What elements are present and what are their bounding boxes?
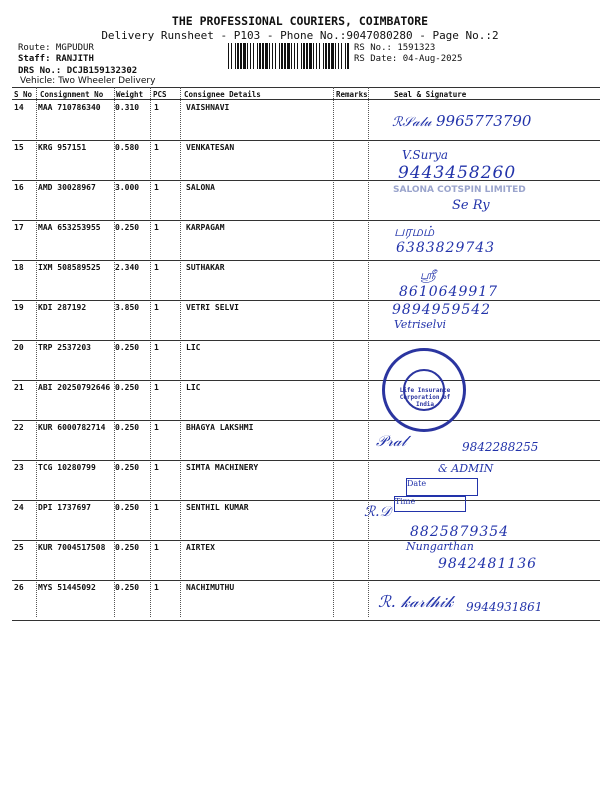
row-rule — [12, 260, 600, 261]
barcode-bar — [303, 43, 305, 69]
barcode-bar — [338, 43, 339, 69]
cell-sno: 23 — [14, 463, 24, 472]
cell-pcs: 1 — [154, 343, 159, 352]
rs-date: RS Date: 04-Aug-2025 — [354, 54, 463, 64]
cell-consignee: SENTHIL KUMAR — [186, 503, 249, 512]
cell-sno: 20 — [14, 343, 24, 352]
barcode-bar — [240, 43, 242, 69]
cell-pcs: 1 — [154, 183, 159, 192]
time-stamp-label: Time — [395, 497, 416, 506]
barcode-bar — [228, 43, 229, 69]
barcode-bar — [247, 43, 248, 69]
cell-consignee: SIMTA MACHINERY — [186, 463, 259, 472]
cell-consignment: TCG 10280799 — [38, 463, 96, 472]
barcode-bar — [297, 43, 298, 69]
staff-label: Staff: RANJITH — [18, 54, 94, 64]
barcode-bar — [265, 43, 268, 69]
phone-14: 9965773790 — [436, 112, 532, 130]
cell-pcs: 1 — [154, 103, 159, 112]
barcode-icon — [228, 43, 350, 69]
signature-18: ஸ்ரீ — [420, 268, 436, 282]
col-header-weight: Weight — [116, 90, 144, 99]
cell-sno: 19 — [14, 303, 24, 312]
cell-sno: 15 — [14, 143, 24, 152]
runsheet-subtitle: Delivery Runsheet - P103 - Phone No.:9047080280 - Page No.:2 — [101, 29, 499, 42]
barcode-bar — [269, 43, 270, 69]
cell-consignee: VETRI SELVI — [186, 303, 239, 312]
cell-consignment: MYS 51445092 — [38, 583, 96, 592]
barcode-bar — [287, 43, 290, 69]
barcode-bar — [279, 43, 280, 69]
cell-weight: 3.000 — [115, 183, 140, 192]
barcode-bar — [253, 43, 254, 69]
barcode-bar — [257, 43, 258, 69]
cell-weight: 0.250 — [115, 543, 140, 552]
barcode-bar — [301, 43, 302, 69]
col-header-consignment: Consignment No — [40, 90, 104, 99]
row-rule — [12, 340, 600, 341]
cell-sno: 22 — [14, 423, 24, 432]
cell-weight: 2.340 — [115, 263, 140, 272]
cell-consignee: NACHIMUTHU — [186, 583, 235, 592]
signature-16: Se Ry — [452, 198, 490, 213]
barcode-bar — [291, 43, 292, 69]
date-stamp-label: Date — [407, 479, 427, 488]
cell-pcs: 1 — [154, 463, 159, 472]
cell-consignment: DPI 1737697 — [38, 503, 91, 512]
barcode-bar — [259, 43, 261, 69]
signature-19: Vetriselvi — [394, 318, 447, 331]
cell-sno: 25 — [14, 543, 24, 552]
phone-19b: 9894959542 — [392, 302, 492, 318]
cell-consignment: IXM 508589525 — [38, 263, 101, 272]
col-divider — [180, 87, 181, 617]
cell-consignee: SUTHAKAR — [186, 263, 225, 272]
cell-weight: 0.310 — [115, 103, 140, 112]
row-rule — [12, 500, 600, 501]
phone-22: 9842288255 — [462, 440, 539, 454]
cell-weight: 0.250 — [115, 463, 140, 472]
rs-number: RS No.: 1591323 — [354, 43, 436, 53]
barcode-bar — [237, 43, 239, 69]
cell-pcs: 1 — [154, 143, 159, 152]
cell-consignment: KDI 287192 — [38, 303, 87, 312]
route-label: Route: MGPUDUR — [18, 43, 94, 53]
barcode-bar — [309, 43, 312, 69]
cell-consignment: KUR 6000782714 — [38, 423, 106, 432]
cell-consignee: KARPAGAM — [186, 223, 225, 232]
cell-pcs: 1 — [154, 583, 159, 592]
col-header-remarks: Remarks — [336, 90, 368, 99]
lic-stamp — [382, 348, 466, 432]
cell-consignee: AIRTEX — [186, 543, 215, 552]
barcode-bar — [316, 43, 317, 69]
time-stamp — [394, 496, 466, 512]
barcode-bar — [328, 43, 330, 69]
cell-consignment: KUR 7004517508 — [38, 543, 106, 552]
cell-consignee: VAISHNAVI — [186, 103, 230, 112]
cell-weight: 0.250 — [115, 343, 140, 352]
signature-26: ℛ. 𝓀𝒶𝓇𝓉𝒽𝒾𝓀 — [378, 592, 454, 611]
col-divider — [368, 87, 369, 617]
cell-sno: 24 — [14, 503, 24, 512]
row-rule — [12, 140, 600, 141]
barcode-bar — [341, 43, 342, 69]
cell-consignment: ABI 20250792646 — [38, 383, 111, 392]
cell-consignee: VENKATESAN — [186, 143, 235, 152]
cell-pcs: 1 — [154, 303, 159, 312]
barcode-bar — [284, 43, 286, 69]
barcode-bar — [347, 43, 349, 69]
cell-pcs: 1 — [154, 263, 159, 272]
barcode-bar — [262, 43, 264, 69]
cell-consignment: TRP 2537203 — [38, 343, 91, 352]
cell-weight: 0.250 — [115, 423, 140, 432]
phone-25a: 8825879354 — [410, 524, 510, 540]
cell-sno: 18 — [14, 263, 24, 272]
barcode-bar — [294, 43, 295, 69]
cell-consignment: KRG 957151 — [38, 143, 87, 152]
phone-26: 9944931861 — [466, 600, 543, 614]
cell-consignee: SALONA — [186, 183, 215, 192]
row-rule — [12, 620, 600, 621]
row-rule — [12, 420, 600, 421]
row-rule — [12, 300, 600, 301]
barcode-bar — [281, 43, 283, 69]
signature-24: ℛ.𝒟 — [364, 504, 391, 520]
barcode-bar — [323, 43, 324, 69]
barcode-bar — [313, 43, 314, 69]
cell-consignee: LIC — [186, 383, 201, 392]
drs-number: DRS No.: DCJB159132302 — [18, 66, 138, 76]
vehicle-label: Vehicle: Two Wheeler Delivery — [20, 76, 156, 86]
cell-weight: 0.250 — [115, 583, 140, 592]
barcode-bar — [231, 43, 232, 69]
lic-stamp-text: Life Insurance Corporation of India — [399, 387, 451, 408]
col-header-pcs: PCS — [153, 90, 167, 99]
col-divider — [150, 87, 151, 617]
cell-weight: 0.580 — [115, 143, 140, 152]
cell-weight: 0.250 — [115, 223, 140, 232]
cell-pcs: 1 — [154, 423, 159, 432]
cell-consignee: LIC — [186, 343, 201, 352]
cell-sno: 16 — [14, 183, 24, 192]
phone-15: 9443458260 — [398, 163, 517, 183]
barcode-bar — [235, 43, 236, 69]
cell-weight: 3.850 — [115, 303, 140, 312]
date-stamp — [406, 478, 478, 496]
signature-14: ℛ𝒮𝒶𝓁𝓊 9965773790 — [392, 112, 532, 130]
cell-pcs: 1 — [154, 543, 159, 552]
col-divider — [114, 87, 115, 617]
cell-sno: 21 — [14, 383, 24, 392]
cell-sno: 17 — [14, 223, 24, 232]
runsheet-title: THE PROFESSIONAL COURIERS, COIMBATORE — [171, 14, 429, 28]
barcode-bar — [243, 43, 246, 69]
barcode-bar — [331, 43, 334, 69]
phone-19a: 8610649917 — [399, 284, 499, 300]
col-divider — [36, 87, 37, 617]
col-header-seal: Seal & Signature — [394, 90, 467, 99]
row-rule — [12, 220, 600, 221]
barcode-bar — [335, 43, 336, 69]
cell-pcs: 1 — [154, 223, 159, 232]
cell-consignment: AMD 30028967 — [38, 183, 96, 192]
phone-25b: 9842481136 — [438, 556, 538, 572]
table-top-rule — [12, 87, 600, 88]
signature-23: & ADMIN — [438, 462, 494, 475]
barcode-bar — [345, 43, 346, 69]
signature-17: பரமம் — [394, 224, 435, 240]
signature-25: Nungarthan — [406, 540, 474, 553]
table-header-rule — [12, 99, 600, 100]
barcode-bar — [325, 43, 327, 69]
barcode-bar — [250, 43, 251, 69]
barcode-bar — [275, 43, 276, 69]
cell-consignment: MAA 653253955 — [38, 223, 101, 232]
barcode-bar — [319, 43, 320, 69]
barcode-bar — [272, 43, 273, 69]
consignee-name-15: V.Surya — [402, 148, 449, 162]
row-rule — [12, 460, 600, 461]
col-divider — [333, 87, 334, 617]
signature-22: 𝒫𝓇𝒶𝓁 — [376, 432, 407, 450]
row-rule — [12, 540, 600, 541]
cell-weight: 0.250 — [115, 503, 140, 512]
barcode-bar — [306, 43, 308, 69]
cell-consignment: MAA 710786340 — [38, 103, 101, 112]
row-rule — [12, 580, 600, 581]
cell-sno: 14 — [14, 103, 24, 112]
row-rule — [12, 380, 600, 381]
col-header-consignee: Consignee Details — [184, 90, 261, 99]
col-header-sno: S No — [14, 90, 33, 99]
cell-sno: 26 — [14, 583, 24, 592]
seal-text-16: SALONA COTSPIN LIMITED — [393, 185, 526, 195]
cell-pcs: 1 — [154, 383, 159, 392]
phone-17: 6383829743 — [396, 240, 496, 256]
cell-weight: 0.250 — [115, 383, 140, 392]
cell-consignee: BHAGYA LAKSHMI — [186, 423, 254, 432]
cell-pcs: 1 — [154, 503, 159, 512]
